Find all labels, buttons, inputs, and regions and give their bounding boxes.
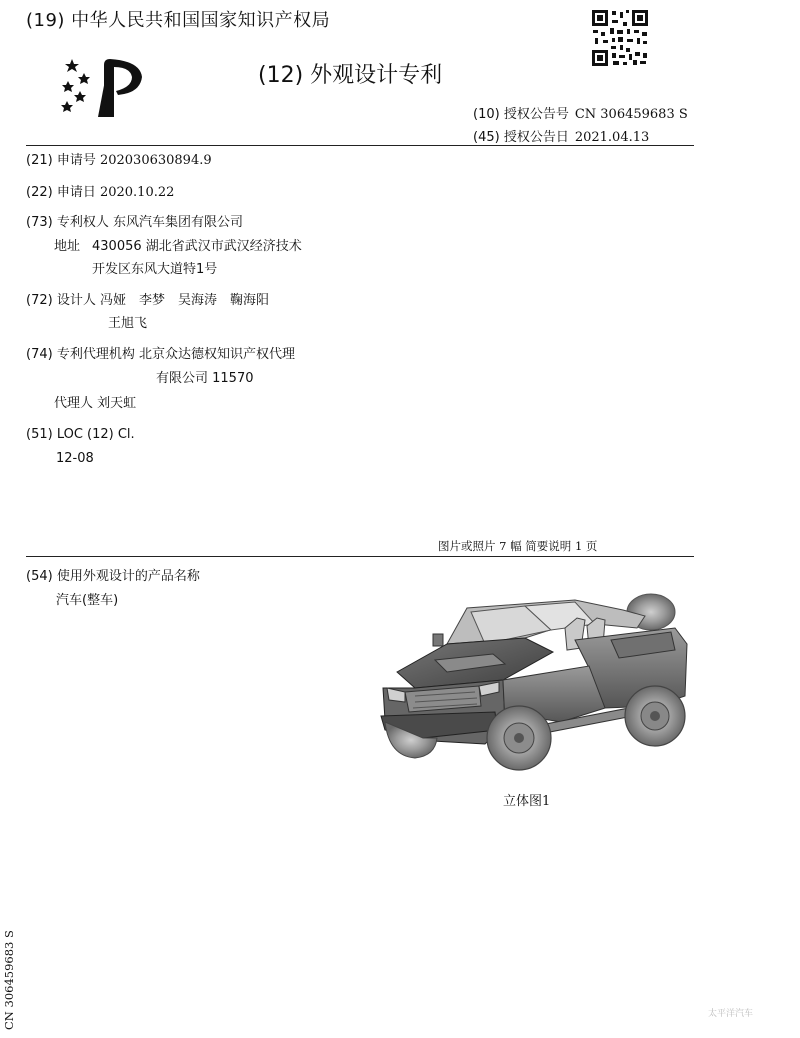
agent: 刘天虹 [97,396,137,411]
product-name: 汽车(整车) [56,593,119,608]
loc-classification-label: (51) LOC (12) Cl. [26,427,135,442]
watermark: 太平洋汽车 [708,1009,754,1019]
issuing-office: (19) 中华人民共和国国家知识产权局 [26,10,331,31]
qr-code [590,8,650,68]
document-type-title: (12) 外观设计专利 [258,63,443,88]
agent-label: 代理人 [54,396,94,411]
cnipa-emblem-icon [60,55,150,120]
side-document-code: CN 306459683 S [2,930,16,1030]
agency-line-2: 有限公司 11570 [156,371,254,386]
grant-date-line [473,126,649,145]
address-label: 地址 [54,239,81,254]
application-date-row [26,182,174,203]
grant-date-label: (45) 授权公告日 [473,130,569,145]
grant-number-line [473,103,688,122]
agency-line-1: 北京众达德权知识产权代理 [138,347,295,362]
address-line-2: 开发区东风大道特1号 [92,262,218,277]
vehicle-perspective-drawing [375,588,695,778]
section-divider [26,556,694,557]
agency-row [26,344,295,365]
application-number-label: (21) 申请号 [26,153,96,168]
agent-row [54,393,136,414]
product-name-label: (54) 使用外观设计的产品名称 [26,569,200,584]
application-date-label: (22) 申请日 [26,185,96,200]
patentee-label: (73) 专利权人 [26,215,109,230]
patentee: 东风汽车集团有限公司 [112,215,243,230]
grant-date: 2021.04.13 [574,130,650,145]
application-number-row [26,150,212,171]
grant-number-label: (10) 授权公告号 [473,107,569,122]
designers-line-2: 王旭飞 [108,316,148,331]
pages-info: 图片或照片 7 幅 简要说明 1 页 [438,539,598,553]
patentee-row [26,212,243,233]
application-number: 202030630894.9 [99,153,212,168]
designers-line-1: 冯娅 李梦 吴海涛 鞠海阳 [99,293,269,308]
application-date: 2020.10.22 [99,185,175,200]
designer-label: (72) 设计人 [26,293,96,308]
designer-row [26,290,269,311]
figure-caption: 立体图1 [503,794,551,809]
loc-classification: 12-08 [56,451,94,466]
agency-label: (74) 专利代理机构 [26,347,135,362]
grant-number: CN 306459683 S [574,107,688,122]
address-line-1: 430056 湖北省武汉市武汉经济技术 [92,239,302,254]
header-divider [26,145,694,146]
